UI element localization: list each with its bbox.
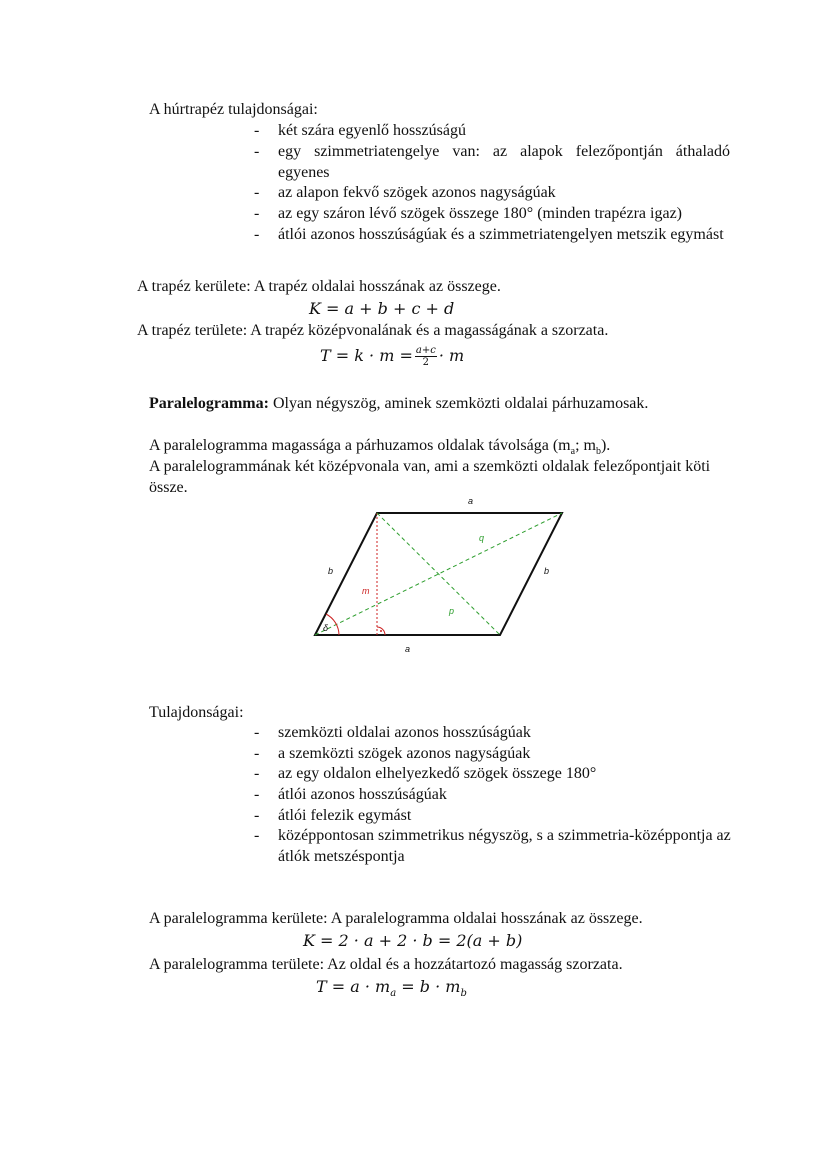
height-sub-a: a [570,446,576,458]
trapez-kerulet-text: A trapéz kerülete: A trapéz oldalai hosszának az összege. [137,278,501,295]
paralelogramma-props-title: Tulajdonságai: [149,704,244,721]
hurtrapez-title: A húrtrapéz tulajdonságai: [149,101,318,118]
paralelogramma-terulet-text: A paralelogramma területe: Az oldal és a hozzátartozó magasság szorzata. [149,956,623,973]
height-text-1: A paralelogramma magassága a párhuzamos oldalak távolsága (m [149,437,571,454]
formula-right: · m [438,346,465,365]
diagonal-p [377,513,500,635]
trapez-kerulet-formula: K = a + b + c + d [309,299,455,318]
hurtrapez-item-2: egy szimmetriatengelye van: az alapok felezőpontján áthaladó egyenes [278,143,730,181]
parallelogram-figure [0,490,828,710]
paralelogramma-prop-6: középpontosan szimmetrikus négyszög, s a szimmetria-középpontja az átlók metszéspontja [278,827,731,865]
paralelogramma-kerulet-formula: K = 2 · a + 2 · b = 2(a + b) [303,931,523,950]
paralelogramma-prop-1: szemközti oldalai azonos hosszúságúak [278,724,531,741]
definition-term: Paralelogramma: [149,395,269,412]
bullet-dash: - [254,765,260,782]
label-diagonal-q: q [479,533,485,543]
label-top-a: a [468,496,474,506]
paralelogramma-kerulet-text: A paralelogramma kerülete: A paralelogramma oldalai hosszának az összege. [149,910,643,927]
paralelogramma-terulet-formula [316,977,467,1004]
fraction [415,345,437,368]
label-angle-delta: δ [323,623,329,633]
label-height-m: m [362,586,370,596]
paralelogramma-prop-5: átlói felezik egymást [278,807,412,824]
definition-text: Olyan négyszög, aminek szemközti oldalai párhuzamosak. [268,395,649,412]
right-angle-dot [380,630,382,632]
bullet-dash: - [254,184,260,201]
bullet-dash: - [254,724,260,741]
height-text-3: ). [600,437,611,454]
bullet-dash: - [254,807,260,824]
paralelogramma-midline-text: A paralelogrammának két középvonala van, ami a szemközti oldalak felezőpontjait köti össze. [149,458,711,496]
label-left-b: b [328,566,334,576]
trapez-terulet-text: A trapéz területe: A trapéz középvonalának és a magasságának a szorzata. [137,322,609,339]
height-sub-b: b [595,446,601,458]
bullet-dash: - [254,786,260,803]
label-bottom-a: a [405,644,411,654]
paralelogramma-prop-3: az egy oldalon elhelyezkedő szögek összege 180° [278,765,597,782]
formula-sub-a: a [390,988,397,1000]
paralelogramma-prop-2: a szemközti szögek azonos nagyságúak [278,745,531,762]
bullet-dash: - [254,122,260,139]
fraction-numerator: a+c [415,345,436,356]
bullet-dash: - [254,745,260,762]
bullet-dash: - [254,226,260,243]
bullet-dash: - [254,205,260,222]
formula-left: T = k · m = [320,346,413,365]
paralelogramma-prop-4: átlói azonos hosszúságúak [278,786,447,803]
trapez-terulet-formula [320,345,464,368]
hurtrapez-item-3: az alapon fekvő szögek azonos nagyságúak [278,184,556,201]
label-diagonal-p: p [449,606,455,616]
hurtrapez-item-1: két szára egyenlő hosszúságú [278,122,466,139]
formula-part-2: = b · m [396,977,461,996]
bullet-dash: - [254,827,260,844]
paralelogramma-definition [149,394,648,414]
hurtrapez-item-5: átlói azonos hosszúságúak és a szimmetriatengelyen metszik egymást [278,226,724,243]
height-text-2: ; m [575,437,596,454]
hurtrapez-item-4: az egy száron lévő szögek összege 180° (minden trapézra igaz) [278,205,682,222]
formula-part-1: T = a · m [316,977,391,996]
label-right-b: b [544,566,550,576]
formula-sub-b: b [460,988,467,1000]
bullet-dash: - [254,143,260,160]
fraction-denominator: 2 [422,357,430,368]
